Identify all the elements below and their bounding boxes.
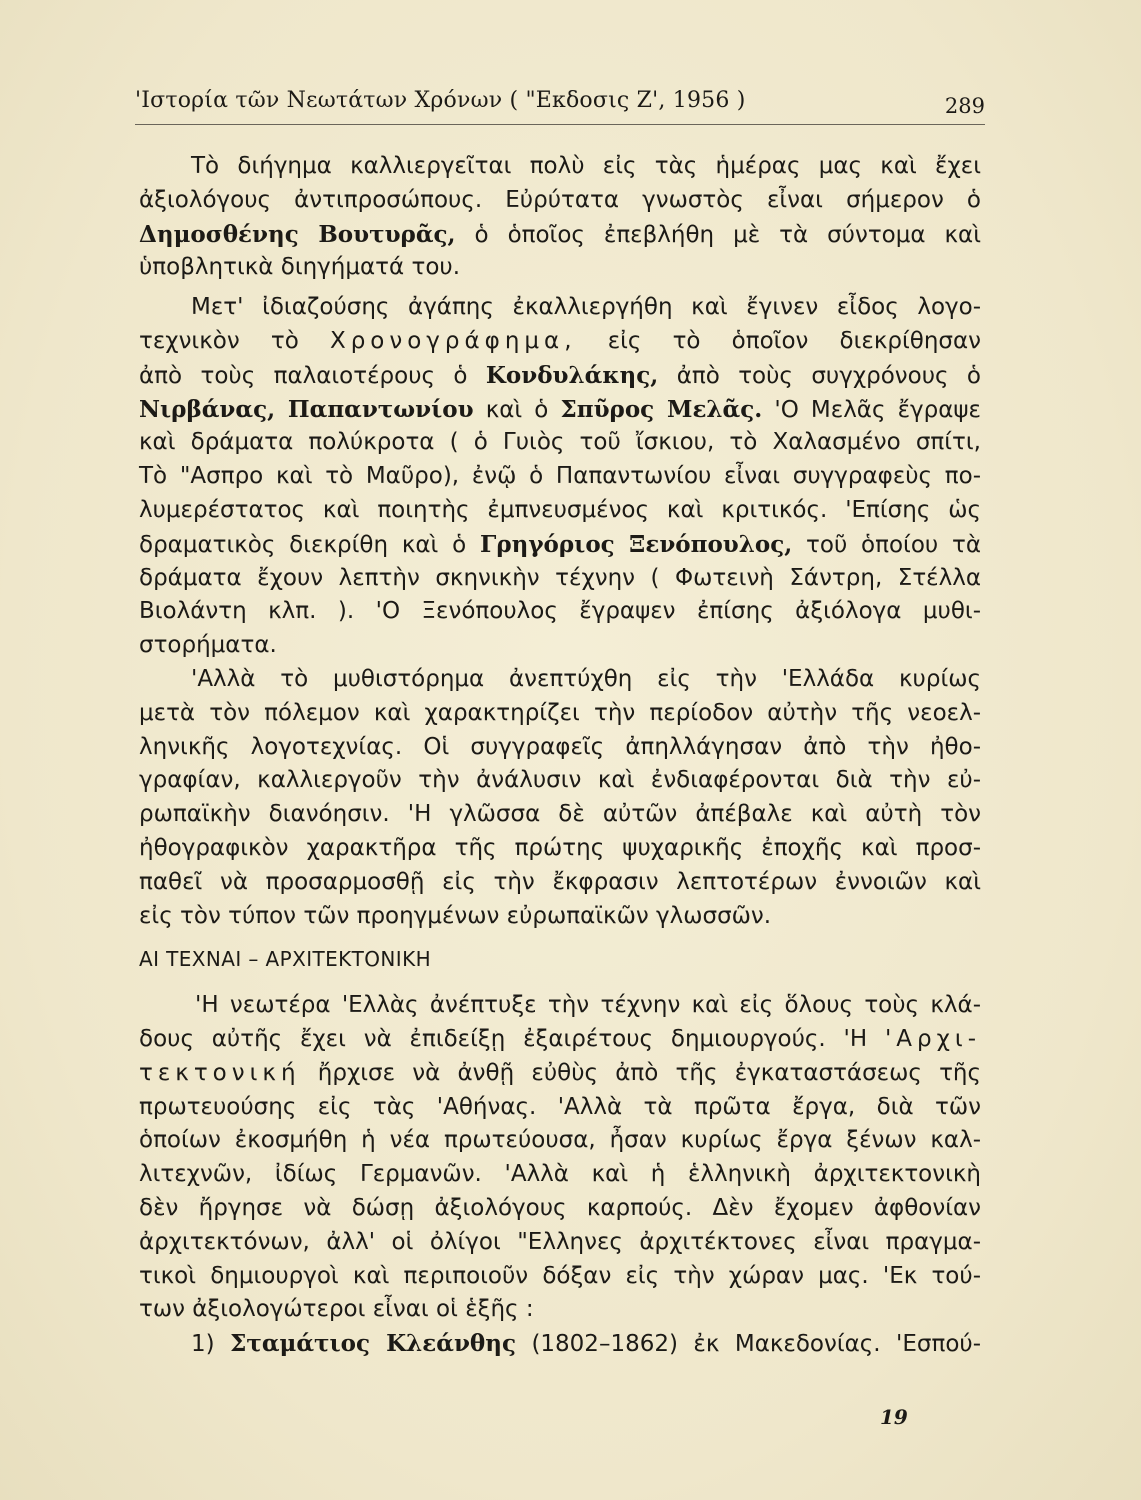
paragraph-line: Μετ' ἰδιαζούσης ἀγάπης ἐκαλλιεργήθη καὶ ἔγινεν εἶδος λογο- — [191, 294, 981, 321]
paragraph-line: πρωτευούσης εἰς τὰς 'Αθήνας. 'Αλλὰ τὰ πρῶτα ἔργα, διὰ τῶν — [139, 1093, 981, 1120]
bold-name: Σπῦρος Μελᾶς. — [560, 395, 763, 423]
bold-name: Νιρβάνας, Παπαντωνίου — [139, 395, 474, 423]
paragraph-line: Τὸ διήγημα καλλιεργεῖται πολὺ εἰς τὰς ἡμέρας μας καὶ ἔχει — [191, 153, 981, 179]
paragraph-line: Τὸ "Ασπρο καὶ τὸ Μαῦρο), ἐνῷ ὁ Παπαντωνίου εἶναι συγγραφεὺς πο- — [139, 463, 981, 490]
section-heading: ΑΙ ΤΕΧΝΑΙ – ΑΡΧΙΤΕΚΤΟΝΙΚΗ — [139, 947, 432, 972]
paragraph-line — [139, 1023, 981, 1057]
paragraph-line: των ἀξιολογώτεροι εἶναι οἱ ἑξῆς : — [139, 1296, 534, 1323]
text-run: 'Ο Μελᾶς ἔγραψε — [762, 396, 981, 423]
text-run: καὶ ὁ — [473, 396, 561, 423]
text-run: τεχνικὸν τὸ — [139, 327, 330, 354]
text-run: (1802–1862) ἐκ Μακεδονίας. 'Εσπού- — [515, 1331, 981, 1358]
paragraph-line: στορήματα. — [139, 632, 277, 659]
paragraph-line: δὲν ἤργησε νὰ δώσῃ ἀξιολόγους καρπούς. Δὲν ἔχομεν ἀφθονίαν — [139, 1194, 981, 1221]
bold-name: Δημοσθένης Βουτυρᾶς, — [139, 220, 456, 248]
body-text — [139, 150, 981, 1361]
spaced-term: τεκτονική — [139, 1059, 301, 1086]
paragraph-line: ἀξιολόγους ἀντιπροσώπους. Εὐρύτατα γνωστὸς εἶναι σήμερον ὁ — [139, 186, 981, 213]
paragraph-line: τικοὶ δημιουργοὶ καὶ περιποιοῦν δόξαν εἰς τὴν χώραν μας. 'Εκ τού- — [139, 1262, 981, 1289]
text-run: τοῦ ὁποίου τὰ — [792, 531, 982, 558]
paragraph-line: Βιολάντη κλπ. ). 'Ο Ξενόπουλος ἔγραψεν ἐπίσης ἀξιόλογα μυθι- — [139, 598, 981, 625]
paragraph-line — [139, 528, 981, 562]
running-head — [135, 84, 985, 125]
running-title: 'Ιστορία τῶν Νεωτάτων Χρόνων ( "Εκδοσις Ζ', 1956 ) — [135, 88, 746, 113]
paragraph-line: παθεῖ νὰ προσαρμοσθῇ εἰς τὴν ἔκφρασιν λεπτοτέρων ἐννοιῶν καὶ — [139, 868, 981, 895]
text-run: δραματικὸς διεκρίθη καὶ ὁ — [139, 531, 481, 558]
paragraph-line: γραφίαν, καλλιεργοῦν τὴν ἀνάλυσιν καὶ ἐνδιαφέρονται διὰ τὴν εὐ- — [139, 767, 981, 794]
paragraph-line — [139, 1057, 981, 1091]
spaced-term: 'Αρχι- — [884, 1025, 981, 1052]
bold-name: Σταμάτιος Κλεάνθης — [230, 1330, 516, 1358]
list-item — [139, 1327, 981, 1361]
text-run: ἀπὸ τοὺς παλαιοτέρους ὁ — [139, 362, 486, 389]
paragraph-line — [139, 325, 981, 359]
signature-mark: 19 — [880, 1405, 908, 1429]
paragraph-line: ὁποίων ἐκοσμήθη ἡ νέα πρωτεύουσα, ἦσαν κυρίως ἔργα ξένων καλ- — [139, 1127, 981, 1154]
paragraph-line: καὶ δράματα πολύκροτα ( ὁ Γυιὸς τοῦ ἴσκιου, τὸ Χαλασμένο σπίτι, — [139, 429, 981, 456]
spaced-term: Χρονογράφημα, — [329, 327, 577, 354]
paragraph-line: 'Αλλὰ τὸ μυθιστόρημα ἀνεπτύχθη εἰς τὴν 'Ελλάδα κυρίως — [191, 665, 981, 692]
bold-name: Γρηγόριος Ξενόπουλος, — [480, 530, 793, 558]
paragraph-line: δράματα ἔχουν λεπτὴν σκηνικὴν τέχνην ( Φωτεινὴ Σάντρη, Στέλλα — [139, 564, 981, 591]
page-number: 289 — [944, 94, 985, 118]
paragraph-line — [139, 359, 981, 393]
text-run: εἰς τὸ ὁποῖον διεκρίθησαν — [576, 327, 981, 354]
text-run: δους αὐτῆς ἔχει νὰ ἐπιδείξῃ ἐξαιρέτους δημιουργούς. 'Η — [139, 1025, 885, 1052]
paragraph-line: ἀρχιτεκτόνων, ἀλλ' οἱ ὀλίγοι "Ελληνες ἀρχιτέκτονες εἶναι πραγμα- — [139, 1228, 981, 1255]
paragraph-line: λυμερέστατος καὶ ποιητὴς ἐμπνευσμένος καὶ κριτικός. 'Επίσης ὡς — [139, 496, 981, 523]
paragraph-line: ἠθογραφικὸν χαρακτῆρα τῆς πρώτης ψυχαρικῆς ἐποχῆς καὶ προσ- — [139, 834, 981, 861]
text-run: ἀπὸ τοὺς συγχρόνους ὁ — [658, 362, 981, 389]
paragraph-line: ρωπαϊκὴν διανόησιν. 'Η γλῶσσα δὲ αὐτῶν ἀπέβαλε καὶ αὐτὴ τὸν — [139, 801, 981, 828]
paragraph-line: μετὰ τὸν πόλεμον καὶ χαρακτηρίζει τὴν περίοδον αὐτὴν τῆς νεοελ- — [139, 699, 981, 726]
text-run: ἤρχισε νὰ ἀνθῇ εὐθὺς ἀπὸ τῆς ἐγκαταστάσεως τῆς — [300, 1059, 981, 1086]
paragraph-line — [139, 393, 981, 427]
paragraph-line: 'Η νεωτέρα 'Ελλὰς ἀνέπτυξε τὴν τέχνην καὶ εἰς ὅλους τοὺς κλά- — [195, 992, 981, 1019]
paragraph-line: εἰς τὸν τύπον τῶν προηγμένων εὐρωπαϊκῶν γλωσσῶν. — [139, 902, 772, 929]
paragraph-line: ὑποβλητικὰ διηγήματά του. — [139, 254, 461, 281]
paragraph-line: λιτεχνῶν, ἰδίως Γερμανῶν. 'Αλλὰ καὶ ἡ ἑλληνικὴ ἀρχιτεκτονικὴ — [139, 1161, 981, 1188]
paragraph-line: ληνικῆς λογοτεχνίας. Οἱ συγγραφεῖς ἀπηλλάγησαν ἀπὸ τὴν ἠθο- — [139, 733, 981, 760]
item-number: 1) — [191, 1331, 215, 1358]
paragraph-line — [139, 218, 981, 252]
bold-name: Κονδυλάκης, — [485, 361, 659, 389]
text-run: ὁ ὁποῖος ἐπεβλήθη μὲ τὰ σύντομα καὶ — [455, 221, 981, 248]
